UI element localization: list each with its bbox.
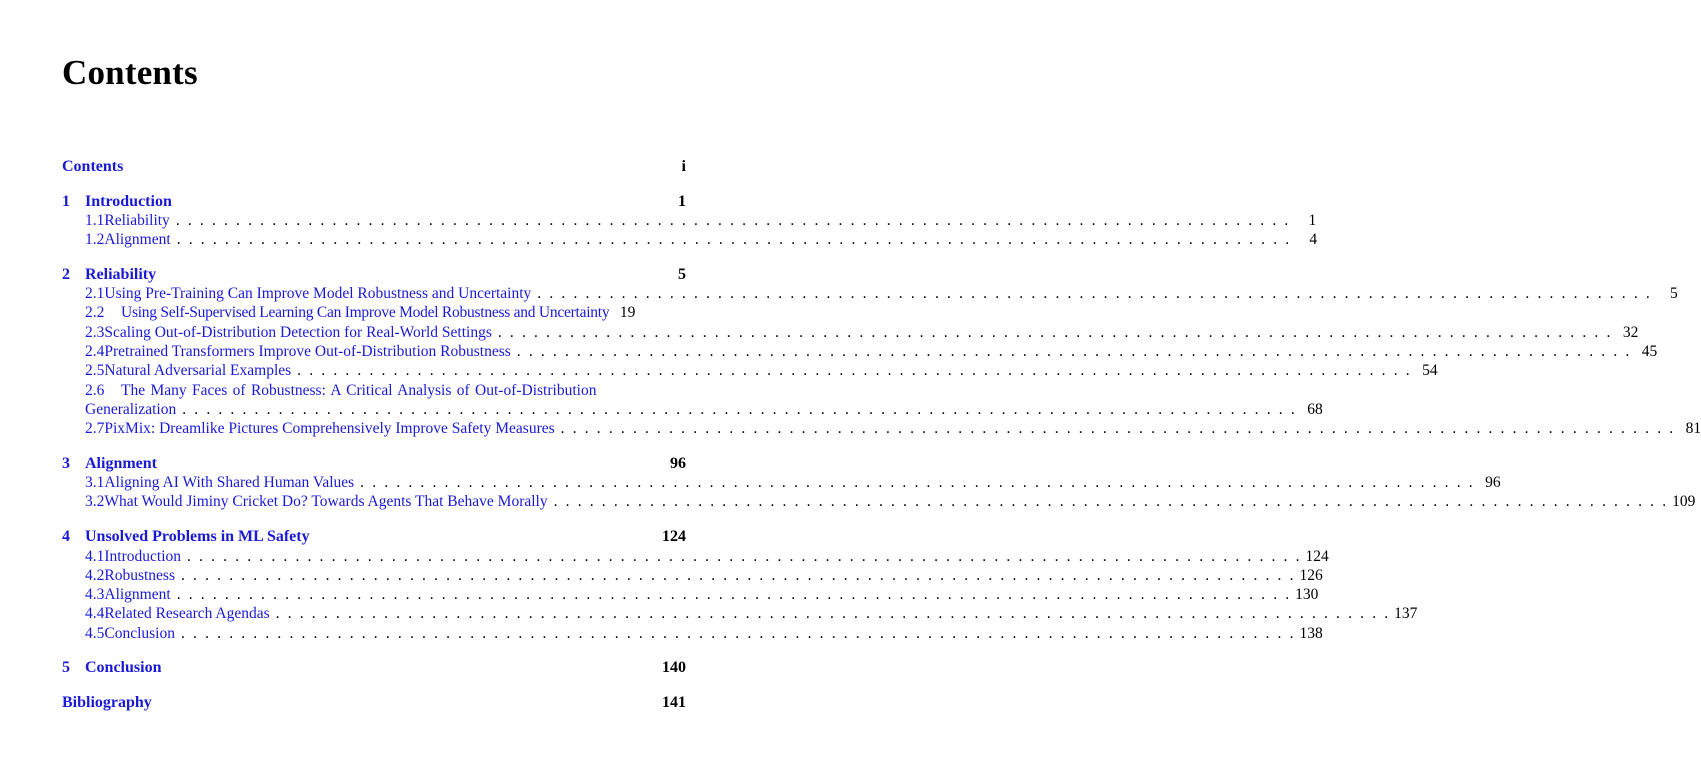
toc-link-ood-detection[interactable]: Scaling Out-of-Distribution Detection for Real-World Settings bbox=[104, 324, 492, 341]
toc-entry-contents[interactable] bbox=[62, 157, 686, 177]
toc-page-number: 141 bbox=[662, 694, 686, 711]
toc-link-pixmix[interactable]: PixMix: Dreamlike Pictures Comprehensively Improve Safety Measures bbox=[104, 420, 555, 437]
dot-leader bbox=[176, 211, 1288, 231]
toc-page-number: 124 bbox=[1305, 548, 1329, 565]
dot-leader bbox=[181, 624, 1293, 644]
toc-link-reliability-chapter[interactable]: Reliability bbox=[85, 266, 157, 283]
chapter-number: 5 bbox=[62, 659, 70, 676]
toc-link-jiminy-cricket[interactable]: What Would Jiminy Cricket Do? Towards Agents That Behave Morally bbox=[104, 493, 548, 510]
toc-link-robustness[interactable]: Robustness bbox=[104, 567, 175, 584]
dot-leader bbox=[181, 566, 1293, 586]
dot-leader bbox=[360, 473, 1472, 493]
section-number: 4.1 bbox=[85, 548, 105, 565]
toc-page-number: 109 bbox=[1672, 493, 1696, 510]
toc-entry-section-2-2[interactable] bbox=[62, 303, 686, 323]
toc-link-alignment-4[interactable]: Alignment bbox=[104, 586, 171, 603]
toc-link-conclusion-4[interactable]: Conclusion bbox=[104, 625, 175, 642]
toc-entry-chapter-5[interactable] bbox=[62, 658, 686, 678]
toc-link-many-faces[interactable]: The Many Faces of Robustness: A Critical Analysis of Out-of-Distribution bbox=[121, 382, 597, 399]
dot-leader bbox=[554, 492, 1666, 512]
section-number: 2.6 bbox=[85, 382, 105, 399]
toc-entry-section-4-3[interactable] bbox=[62, 585, 1319, 605]
toc-entry-section-2-5[interactable] bbox=[62, 361, 1438, 381]
toc-link-bibliography[interactable]: Bibliography bbox=[62, 694, 152, 711]
toc-page-number: 32 bbox=[1622, 324, 1639, 341]
section-number: 2.3 bbox=[85, 324, 105, 341]
toc-page-number: 130 bbox=[1295, 586, 1319, 603]
toc-page-number: 124 bbox=[662, 528, 686, 545]
dot-leader bbox=[177, 230, 1289, 250]
toc-page-number: i bbox=[681, 158, 686, 175]
toc-link-introduction-4[interactable]: Introduction bbox=[104, 548, 181, 565]
section-number: 4.5 bbox=[85, 625, 105, 642]
chapter-number: 1 bbox=[62, 193, 70, 210]
toc-link-natural-adversarial[interactable]: Natural Adversarial Examples bbox=[104, 362, 292, 379]
toc-page-number: 96 bbox=[1485, 474, 1501, 491]
toc-entry-section-2-6-continued[interactable] bbox=[62, 400, 1323, 420]
toc-page-number: 19 bbox=[619, 304, 636, 321]
section-number: 1.2 bbox=[85, 231, 105, 248]
toc-page-number: 126 bbox=[1299, 567, 1323, 584]
toc-page-number: 138 bbox=[1299, 625, 1323, 642]
dot-leader bbox=[517, 342, 1629, 362]
toc-entry-chapter-3[interactable] bbox=[62, 454, 686, 474]
toc-link-alignment[interactable]: Alignment bbox=[104, 231, 171, 248]
chapter-number: 3 bbox=[62, 455, 70, 472]
toc-entry-section-4-4[interactable] bbox=[62, 604, 1418, 624]
dot-leader bbox=[182, 400, 1294, 420]
section-number: 3.2 bbox=[85, 493, 105, 510]
toc-entry-section-2-6[interactable] bbox=[62, 381, 686, 401]
section-number: 2.7 bbox=[85, 420, 105, 437]
toc-link-many-faces-continued[interactable]: Generalization bbox=[85, 401, 177, 418]
dot-leader bbox=[297, 361, 1409, 381]
toc-page-number: 96 bbox=[670, 455, 686, 472]
dot-leader bbox=[187, 547, 1299, 567]
toc-page-number: 54 bbox=[1422, 362, 1438, 379]
toc-link-pretrained-transformers[interactable]: Pretrained Transformers Improve Out-of-Distribution Robustness bbox=[104, 343, 511, 360]
section-number: 2.2 bbox=[85, 304, 105, 321]
toc-entry-section-2-1[interactable] bbox=[62, 284, 1678, 304]
dot-leader bbox=[276, 604, 1388, 624]
toc-link-introduction[interactable]: Introduction bbox=[85, 193, 172, 210]
toc-entry-section-2-7[interactable] bbox=[62, 419, 1701, 439]
chapter-number: 2 bbox=[62, 266, 70, 283]
toc-entry-section-1-1[interactable] bbox=[62, 211, 1317, 231]
page-title: Contents bbox=[62, 53, 198, 92]
toc-entry-section-3-1[interactable] bbox=[62, 473, 1501, 493]
section-number: 4.2 bbox=[85, 567, 105, 584]
section-number: 2.5 bbox=[85, 362, 105, 379]
toc-entry-section-4-2[interactable] bbox=[62, 566, 1323, 586]
dot-leader bbox=[498, 323, 1610, 343]
section-number: 4.4 bbox=[85, 605, 105, 622]
toc-page-number: 4 bbox=[1309, 231, 1318, 248]
section-number: 4.3 bbox=[85, 586, 105, 603]
toc-entry-section-4-1[interactable] bbox=[62, 547, 1329, 567]
dot-leader bbox=[177, 585, 1289, 605]
toc-page-number: 45 bbox=[1641, 343, 1658, 360]
toc-link-unsolved-problems[interactable]: Unsolved Problems in ML Safety bbox=[85, 528, 310, 545]
chapter-number: 4 bbox=[62, 528, 70, 545]
toc-link-alignment-chapter[interactable]: Alignment bbox=[85, 455, 157, 472]
toc-entry-chapter-2[interactable] bbox=[62, 265, 686, 285]
toc-entry-bibliography[interactable] bbox=[62, 693, 686, 713]
section-number: 3.1 bbox=[85, 474, 105, 491]
toc-entry-section-3-2[interactable] bbox=[62, 492, 1696, 512]
toc-page-number: 1 bbox=[678, 193, 686, 210]
toc-link-self-supervised[interactable]: Using Self-Supervised Learning Can Improve Model Robustness and Uncertainty bbox=[121, 304, 610, 321]
toc-page-number: 81 bbox=[1685, 420, 1701, 437]
toc-page-number: 5 bbox=[1670, 285, 1678, 302]
toc-page-number: 5 bbox=[678, 266, 686, 283]
toc-entry-chapter-4[interactable] bbox=[62, 527, 686, 547]
toc-page-number: 137 bbox=[1394, 605, 1418, 622]
section-number: 2.4 bbox=[85, 343, 105, 360]
dot-leader bbox=[537, 284, 1649, 304]
toc-link-research-agendas[interactable]: Related Research Agendas bbox=[104, 605, 270, 622]
toc-entry-section-2-4[interactable] bbox=[62, 342, 1658, 362]
toc-link-reliability[interactable]: Reliability bbox=[104, 212, 170, 229]
toc-entry-section-4-5[interactable] bbox=[62, 624, 1323, 644]
dot-leader bbox=[561, 419, 1673, 439]
toc-page-number: 1 bbox=[1308, 212, 1317, 229]
toc-entry-section-1-2[interactable] bbox=[62, 230, 1318, 250]
toc-link-contents[interactable]: Contents bbox=[62, 158, 124, 175]
toc-entry-chapter-1[interactable] bbox=[62, 192, 686, 212]
toc-link-pretraining[interactable]: Using Pre-Training Can Improve Model Robustness and Uncertainty bbox=[104, 285, 532, 302]
toc-link-conclusion[interactable]: Conclusion bbox=[85, 659, 162, 676]
toc-entry-section-2-3[interactable] bbox=[62, 323, 1639, 343]
section-number: 2.1 bbox=[85, 285, 105, 302]
toc-page-number: 140 bbox=[662, 659, 686, 676]
toc-link-shared-human-values[interactable]: Aligning AI With Shared Human Values bbox=[104, 474, 355, 491]
section-number: 1.1 bbox=[85, 212, 105, 229]
toc-page-number: 68 bbox=[1307, 401, 1323, 418]
